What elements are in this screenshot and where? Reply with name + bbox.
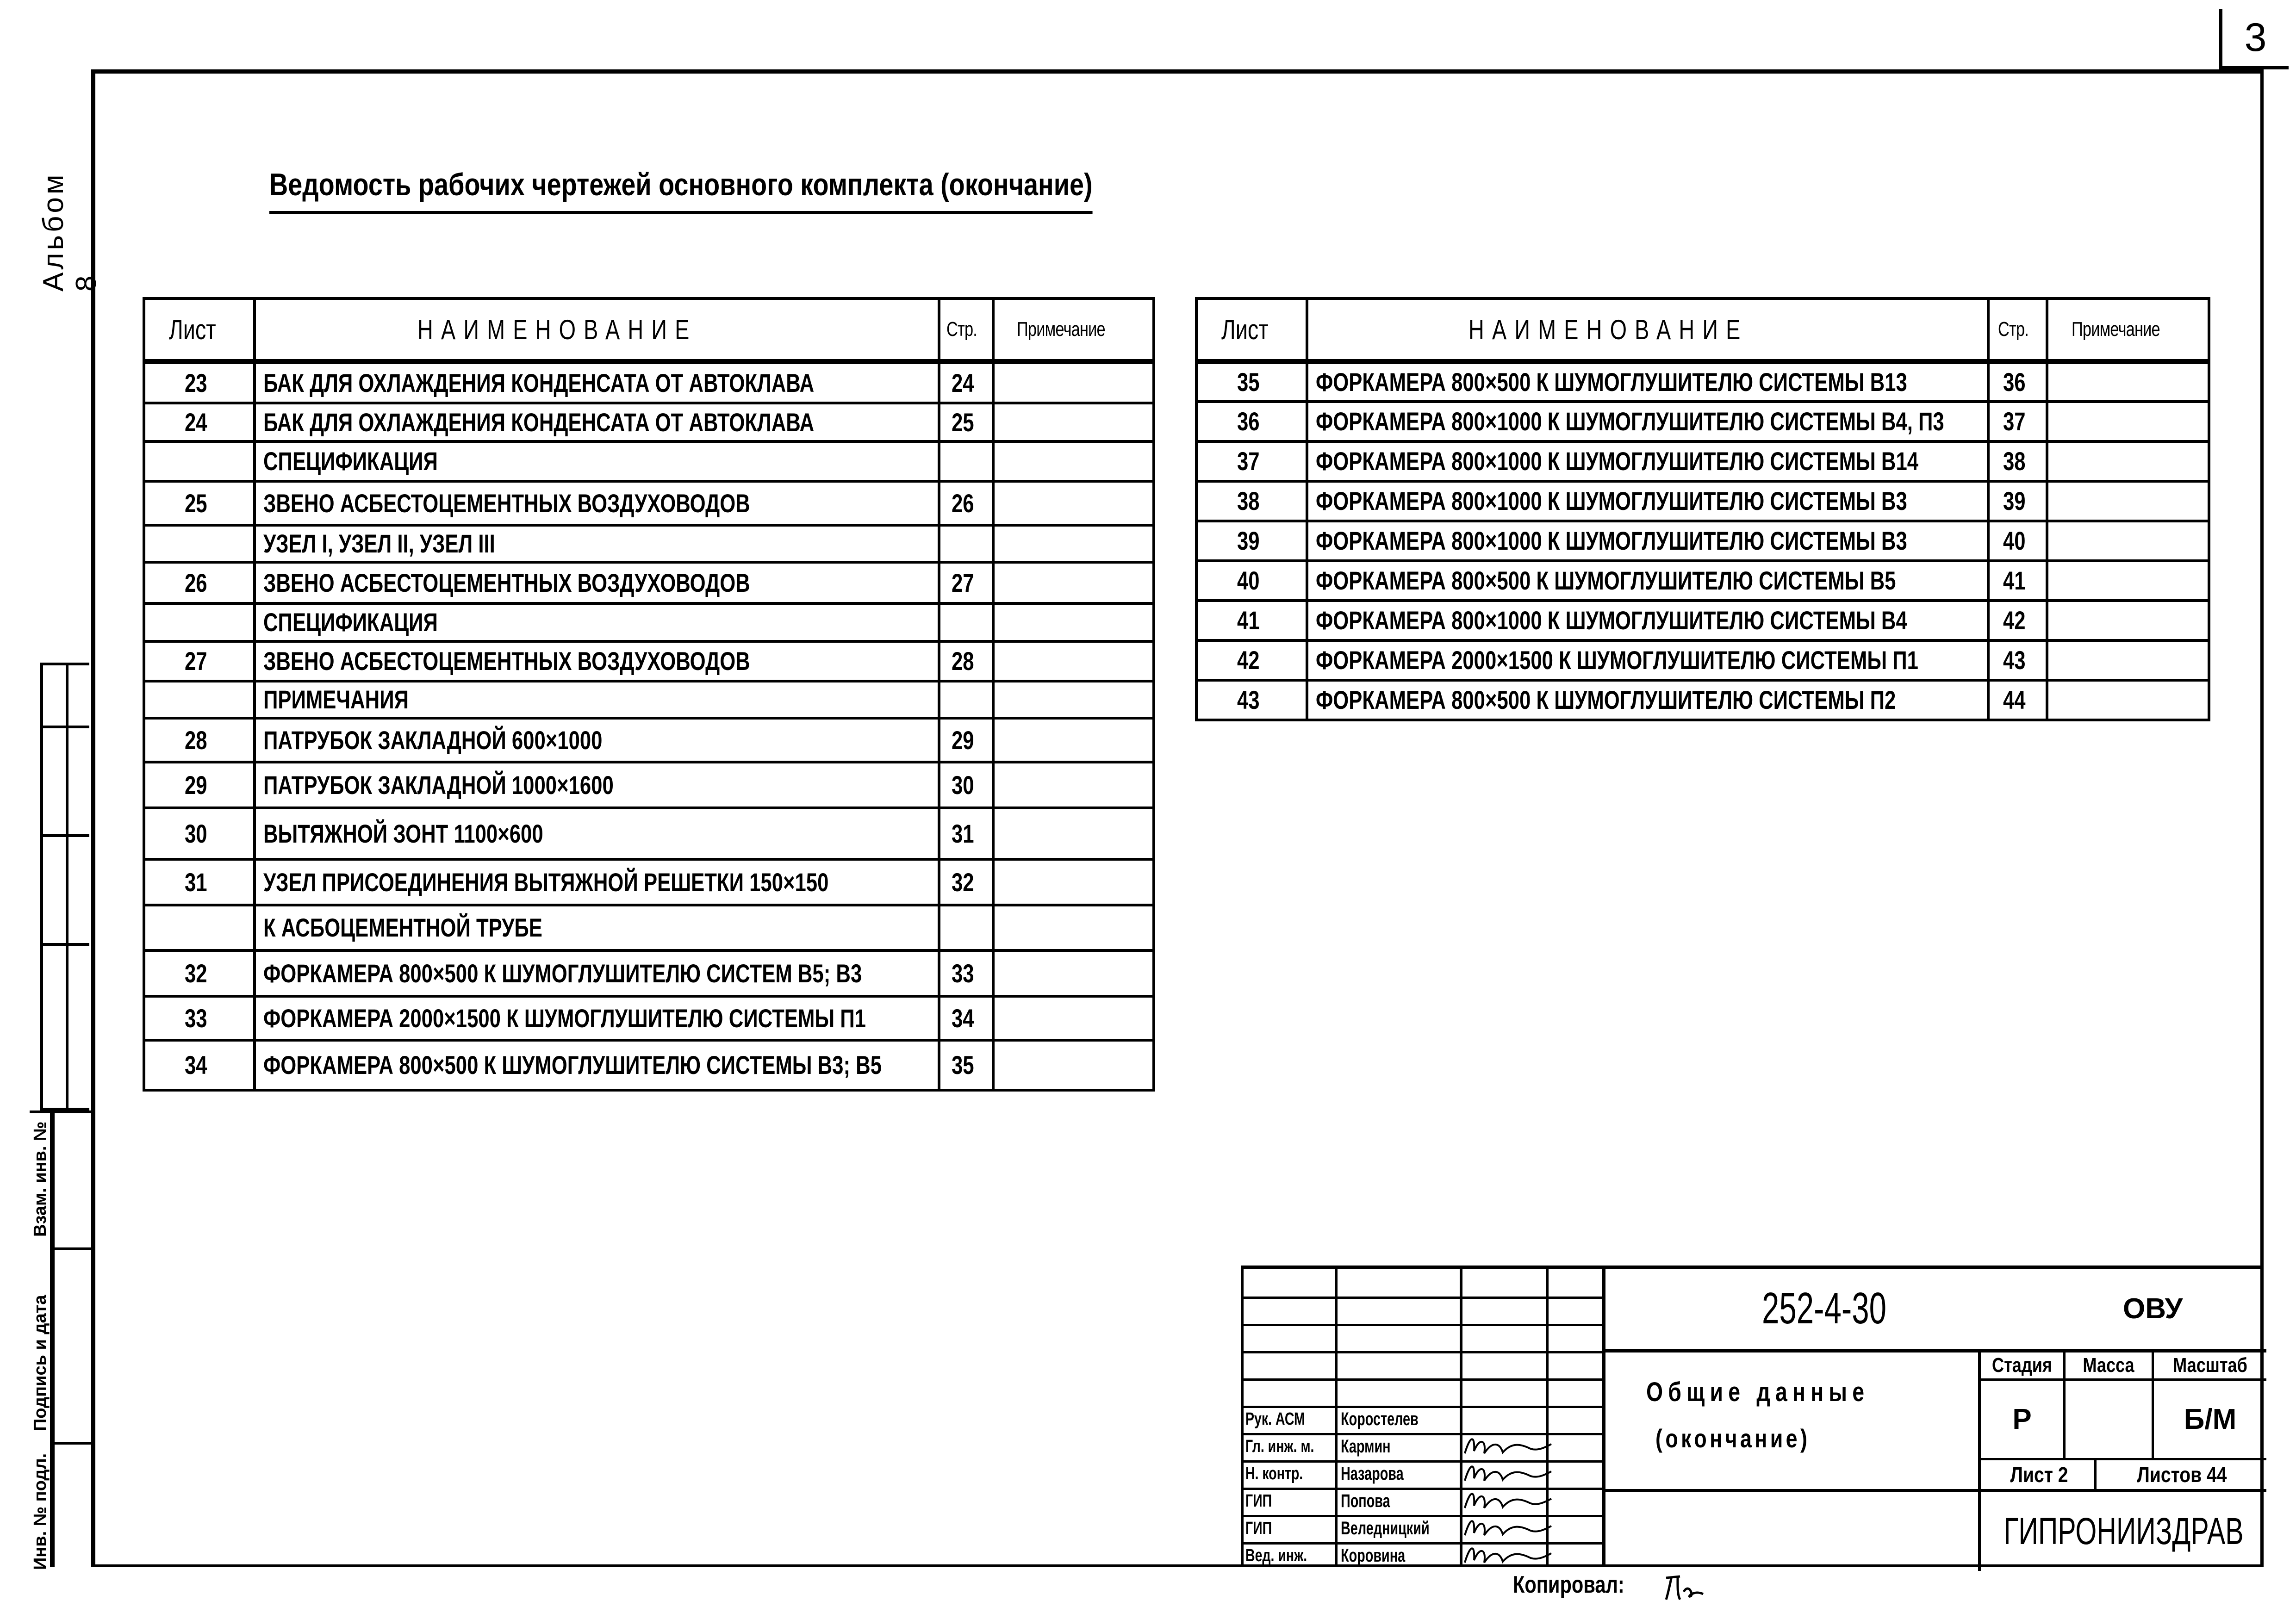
header-note: Примечание	[2047, 298, 2209, 362]
note-cell	[2047, 640, 2209, 680]
stage-label: Стадия	[1992, 1354, 2052, 1377]
page-cell	[1988, 481, 2047, 521]
sheet-cell-text: 40	[1237, 566, 1260, 595]
signatory-name: Веледницкий	[1341, 1518, 1430, 1539]
note-cell	[2047, 680, 2209, 720]
sheet-cell	[144, 762, 255, 808]
sheet-cell	[144, 403, 255, 441]
name-cell-text: ПРИМЕЧАНИЯ	[263, 685, 409, 714]
note-cell	[2047, 402, 2209, 441]
drawings-table-right	[1195, 297, 2210, 721]
signature-date-label: Подпись и дата	[30, 1295, 50, 1431]
page-cell-text: 32	[952, 867, 974, 897]
page-cell	[1988, 521, 2047, 561]
title-block-divider	[1244, 1378, 1602, 1381]
sheet-cell-text: 33	[185, 1003, 207, 1033]
signature	[1461, 1539, 1554, 1572]
signatory-role: Рук. АСМ	[1245, 1409, 1305, 1429]
name-cell	[255, 681, 939, 718]
sheet-cell	[144, 641, 255, 681]
sheet-cell-text: 27	[185, 646, 207, 676]
signatory-name: Кармин	[1341, 1436, 1391, 1457]
sheets-total: Листов 44	[2137, 1463, 2227, 1487]
page-cell-text: 40	[2003, 526, 2026, 555]
album-label: Альбом 8	[37, 172, 102, 292]
page-cell	[1988, 561, 2047, 601]
note-cell	[993, 562, 1154, 603]
document-name-line1: Общие данные	[1646, 1377, 1870, 1407]
table-row	[144, 718, 1154, 762]
table-header-row	[144, 298, 1154, 362]
sheet-cell	[1196, 441, 1307, 481]
sheet-cell	[1196, 680, 1307, 720]
page-cell	[1988, 680, 2047, 720]
sheet-cell-text: 39	[1237, 526, 1260, 555]
sheet-cell	[144, 525, 255, 562]
signatory-role: Вед. инж.	[1245, 1546, 1307, 1565]
original-inv-label: Инв. № подл.	[30, 1453, 50, 1570]
side-stamp-lower	[30, 1110, 91, 1570]
name-cell	[1307, 481, 1988, 521]
table-row	[144, 525, 1154, 562]
sheet-cell	[1196, 640, 1307, 680]
table-row	[144, 762, 1154, 808]
name-cell	[255, 481, 939, 525]
signatory-name: Назарова	[1341, 1464, 1404, 1484]
signatory-role: ГИП	[1245, 1519, 1272, 1538]
signatory-name: Коровина	[1341, 1545, 1406, 1566]
page-cell-text: 41	[2003, 566, 2026, 595]
name-cell-text: УЗЕЛ ПРИСОЕДИНЕНИЯ ВЫТЯЖНОЙ РЕШЕТКИ 150×150	[263, 867, 829, 897]
sheet-cell	[1196, 521, 1307, 561]
page-cell	[1988, 441, 2047, 481]
table-row	[144, 403, 1154, 441]
name-cell	[255, 362, 939, 403]
note-cell	[993, 403, 1154, 441]
sheet-cell-text: 36	[1237, 407, 1260, 436]
table-row	[144, 1040, 1154, 1090]
sheet-number: Лист 2	[2010, 1463, 2068, 1487]
page-cell-text: 27	[952, 568, 974, 597]
sheet-cell-text: 38	[1237, 486, 1260, 515]
page-cell-text: 38	[2003, 447, 2026, 476]
mass-value	[2066, 1381, 2152, 1458]
replaced-inv-label: Взам. инв. №	[30, 1121, 50, 1237]
sheet-cell	[1196, 481, 1307, 521]
name-cell	[255, 905, 939, 950]
page-cell	[1988, 402, 2047, 441]
stage-value: Р	[2012, 1403, 2032, 1435]
sheet-cell	[144, 718, 255, 762]
header-sheet: Лист	[1196, 298, 1307, 362]
sheet-cell-text: 41	[1237, 606, 1260, 635]
page-cell	[939, 681, 993, 718]
note-cell	[2047, 441, 2209, 481]
page-cell-text: 43	[2003, 645, 2026, 675]
table-row	[144, 362, 1154, 403]
sheet-cell-text: 37	[1237, 447, 1260, 476]
signatory-role: Н. контр.	[1245, 1464, 1303, 1483]
page-cell	[939, 481, 993, 525]
name-cell	[255, 950, 939, 996]
signatory-name: Попова	[1341, 1491, 1390, 1511]
side-stamp-upper	[40, 663, 89, 1110]
sheet-cell	[1196, 402, 1307, 441]
page-cell	[939, 808, 993, 859]
note-cell	[993, 1040, 1154, 1090]
page-cell-text: 37	[2003, 407, 2026, 436]
sheet-cell-text: 25	[185, 488, 207, 518]
page-cell	[939, 562, 993, 603]
name-cell	[255, 403, 939, 441]
page-cell	[939, 996, 993, 1040]
table-row	[1196, 362, 2209, 402]
page-cell-text: 24	[952, 368, 974, 397]
note-cell	[993, 481, 1154, 525]
sheet-cell	[144, 681, 255, 718]
name-cell	[1307, 561, 1988, 601]
page-cell	[939, 950, 993, 996]
page-cell	[1988, 640, 2047, 680]
table-row	[1196, 481, 2209, 521]
sheet-cell	[1196, 601, 1307, 640]
copied-by-label: Копировал:	[1513, 1571, 1624, 1598]
note-cell	[993, 603, 1154, 641]
page-cell-text: 35	[952, 1050, 974, 1079]
header-sheet: Лист	[144, 298, 255, 362]
name-cell	[255, 762, 939, 808]
name-cell-text: БАК ДЛЯ ОХЛАЖДЕНИЯ КОНДЕНСАТА ОТ АВТОКЛАВА	[263, 368, 815, 397]
scale-label: Масштаб	[2173, 1354, 2247, 1377]
page-cell-text: 36	[2003, 367, 2026, 397]
sheet-cell	[1196, 561, 1307, 601]
table-row	[144, 603, 1154, 641]
header-note: Примечание	[993, 298, 1154, 362]
header-page: Стр.	[1988, 298, 2047, 362]
note-cell	[993, 681, 1154, 718]
name-cell-text: ЗВЕНО АСБЕСТОЦЕМЕНТНЫХ ВОЗДУХОВОДОВ	[263, 568, 750, 597]
page-cell	[1988, 362, 2047, 402]
sheet-cell	[144, 905, 255, 950]
sheet-cell	[144, 996, 255, 1040]
name-cell	[1307, 362, 1988, 402]
sheet-cell	[144, 950, 255, 996]
name-cell-text: ФОРКАМЕРА 800×500 К ШУМОГЛУШИТЕЛЮ СИСТЕМ В5; В3	[263, 958, 862, 988]
document-code: 252-4-30	[1762, 1284, 1886, 1333]
name-cell-text: ФОРКАМЕРА 800×500 К ШУМОГЛУШИТЕЛЮ СИСТЕМЫ В13	[1316, 367, 1907, 397]
note-cell	[2047, 561, 2209, 601]
page-cell	[939, 362, 993, 403]
name-cell	[1307, 402, 1988, 441]
name-cell	[255, 525, 939, 562]
sheet-cell-text: 30	[185, 819, 207, 848]
page-cell	[939, 603, 993, 641]
name-cell-text: ФОРКАМЕРА 800×500 К ШУМОГЛУШИТЕЛЮ СИСТЕМЫ В5	[1316, 566, 1896, 595]
note-cell	[993, 859, 1154, 905]
sheet-cell-text: 28	[185, 725, 207, 755]
name-cell	[255, 718, 939, 762]
name-cell	[1307, 441, 1988, 481]
name-cell-text: УЗЕЛ I, УЗЕЛ II, УЗЕЛ III	[263, 529, 495, 558]
note-cell	[993, 441, 1154, 481]
sheet-cell-text: 23	[185, 368, 207, 397]
sheet-cell-text: 35	[1237, 367, 1260, 397]
page-cell	[939, 859, 993, 905]
note-cell	[993, 996, 1154, 1040]
name-cell	[1307, 680, 1988, 720]
page-cell-text: 28	[952, 646, 974, 676]
page-cell-text: 30	[952, 770, 974, 800]
name-cell-text: БАК ДЛЯ ОХЛАЖДЕНИЯ КОНДЕНСАТА ОТ АВТОКЛАВА	[263, 407, 815, 437]
name-cell	[1307, 640, 1988, 680]
note-cell	[993, 718, 1154, 762]
name-cell-text: ПАТРУБОК ЗАКЛАДНОЙ 1000×1600	[263, 770, 614, 800]
page-cell-text: 39	[2003, 486, 2026, 515]
table-row	[144, 996, 1154, 1040]
page-cell	[939, 762, 993, 808]
sheet-cell	[144, 808, 255, 859]
signatory-role: Гл. инж. м.	[1245, 1437, 1314, 1456]
table-row	[1196, 561, 2209, 601]
page-cell-text: 25	[952, 407, 974, 437]
sheet-cell-text: 34	[185, 1050, 207, 1079]
name-cell-text: ПАТРУБОК ЗАКЛАДНОЙ 600×1000	[263, 725, 603, 755]
organization-name: ГИПРОНИИЗДРАВ	[2004, 1510, 2244, 1552]
sheet-cell-text: 24	[185, 407, 207, 437]
page-cell	[939, 525, 993, 562]
note-cell	[993, 641, 1154, 681]
header-page: Стр.	[939, 298, 993, 362]
page-cell-text: 42	[2003, 606, 2026, 635]
page-cell	[939, 403, 993, 441]
name-cell	[255, 562, 939, 603]
copier-signature	[1661, 1571, 1712, 1603]
name-cell	[255, 808, 939, 859]
sheet-cell	[144, 1040, 255, 1090]
page-cell	[939, 441, 993, 481]
name-cell-text: ФОРКАМЕРА 2000×1500 К ШУМОГЛУШИТЕЛЮ СИСТЕМЫ П1	[263, 1003, 866, 1033]
note-cell	[993, 362, 1154, 403]
name-cell-text: ЗВЕНО АСБЕСТОЦЕМЕНТНЫХ ВОЗДУХОВОДОВ	[263, 488, 750, 518]
sheet-cell	[1196, 362, 1307, 402]
sheet-cell	[144, 362, 255, 403]
sheet-cell	[144, 481, 255, 525]
name-cell-text: ФОРКАМЕРА 800×1000 К ШУМОГЛУШИТЕЛЮ СИСТЕМЫ В4, П3	[1316, 407, 1944, 436]
name-cell-text: СПЕЦИФИКАЦИЯ	[263, 447, 438, 476]
sheet-cell-text: 26	[185, 568, 207, 597]
page-cell	[1988, 601, 2047, 640]
name-cell	[255, 441, 939, 481]
note-cell	[2047, 481, 2209, 521]
scale-value: Б/М	[2184, 1403, 2237, 1435]
page-cell-text: 44	[2003, 685, 2026, 714]
name-cell-text: ФОРКАМЕРА 800×1000 К ШУМОГЛУШИТЕЛЮ СИСТЕМЫ В3	[1316, 526, 1907, 555]
name-cell	[1307, 521, 1988, 561]
name-cell	[255, 996, 939, 1040]
table-row	[144, 681, 1154, 718]
name-cell	[1307, 601, 1988, 640]
side-strip-labels	[30, 1113, 51, 1570]
name-cell-text: К АСБОЦЕМЕНТНОЙ ТРУБЕ	[263, 913, 542, 942]
note-cell	[2047, 601, 2209, 640]
table-row	[144, 950, 1154, 996]
table-row	[1196, 640, 2209, 680]
page-cell-text: 34	[952, 1003, 974, 1033]
name-cell-text: СПЕЦИФИКАЦИЯ	[263, 608, 438, 637]
title-block	[1241, 1266, 2264, 1567]
table-row	[144, 641, 1154, 681]
table-row	[144, 562, 1154, 603]
table-row	[1196, 521, 2209, 561]
page-cell	[939, 1040, 993, 1090]
name-cell-text: ФОРКАМЕРА 2000×1500 К ШУМОГЛУШИТЕЛЮ СИСТЕМЫ П1	[1316, 645, 1918, 675]
note-cell	[993, 808, 1154, 859]
name-cell-text: ЗВЕНО АСБЕСТОЦЕМЕНТНЫХ ВОЗДУХОВОДОВ	[263, 646, 750, 676]
table-row	[144, 905, 1154, 950]
sheet-cell-text: 29	[185, 770, 207, 800]
table-row	[1196, 601, 2209, 640]
sheet-cell-text: 43	[1237, 685, 1260, 714]
note-cell	[993, 762, 1154, 808]
table-row	[144, 808, 1154, 859]
table-row	[1196, 402, 2209, 441]
name-cell-text: ФОРКАМЕРА 800×500 К ШУМОГЛУШИТЕЛЮ СИСТЕМЫ В3; В5	[263, 1050, 882, 1079]
note-cell	[993, 950, 1154, 996]
page-cell-text: 33	[952, 958, 974, 988]
drawings-table-left	[143, 297, 1155, 1092]
page-cell	[939, 718, 993, 762]
title-block-divider	[1244, 1297, 1602, 1299]
page-cell-text: 29	[952, 725, 974, 755]
note-cell	[2047, 521, 2209, 561]
table-row	[1196, 680, 2209, 720]
sheet-cell-text: 42	[1237, 645, 1260, 675]
signatory-role: ГИП	[1245, 1491, 1272, 1511]
name-cell	[255, 641, 939, 681]
mass-label: Масса	[2083, 1354, 2134, 1377]
page-cell-text: 26	[952, 488, 974, 518]
table-header-row	[1196, 298, 2209, 362]
header-name: НАИМЕНОВАНИЕ	[1307, 298, 1988, 362]
name-cell-text: ВЫТЯЖНОЙ ЗОНТ 1100×600	[263, 819, 543, 848]
note-cell	[2047, 362, 2209, 402]
sheet-cell	[144, 441, 255, 481]
name-cell	[255, 1040, 939, 1090]
page-cell	[939, 905, 993, 950]
title-block-divider	[1244, 1351, 1602, 1353]
page-title: Ведомость рабочих чертежей основного комплекта (окончание)	[269, 167, 1093, 214]
note-cell	[993, 525, 1154, 562]
table-row	[144, 859, 1154, 905]
page-cell-text: 31	[952, 819, 974, 848]
sheet-cell	[144, 562, 255, 603]
sheet-cell	[144, 859, 255, 905]
signatory-name: Коростелев	[1341, 1409, 1419, 1429]
page-number: 3	[2219, 9, 2289, 69]
name-cell-text: ФОРКАМЕРА 800×1000 К ШУМОГЛУШИТЕЛЮ СИСТЕМЫ В3	[1316, 486, 1907, 515]
header-name: НАИМЕНОВАНИЕ	[255, 298, 939, 362]
sheet-cell-text: 31	[185, 867, 207, 897]
sheet-cell	[144, 603, 255, 641]
table-row	[144, 481, 1154, 525]
section-code: ОВУ	[2123, 1292, 2183, 1325]
title-block-divider	[1244, 1324, 1602, 1326]
name-cell-text: ФОРКАМЕРА 800×500 К ШУМОГЛУШИТЕЛЮ СИСТЕМЫ П2	[1316, 685, 1896, 714]
table-row	[144, 441, 1154, 481]
page-cell	[939, 641, 993, 681]
name-cell-text: ФОРКАМЕРА 800×1000 К ШУМОГЛУШИТЕЛЮ СИСТЕМЫ В4	[1316, 606, 1907, 635]
name-cell-text: ФОРКАМЕРА 800×1000 К ШУМОГЛУШИТЕЛЮ СИСТЕМЫ В14	[1316, 447, 1919, 476]
sheet-cell-text: 32	[185, 958, 207, 988]
note-cell	[993, 905, 1154, 950]
document-name-line2: (окончание)	[1655, 1423, 1811, 1453]
name-cell	[255, 859, 939, 905]
table-row	[1196, 441, 2209, 481]
name-cell	[255, 603, 939, 641]
